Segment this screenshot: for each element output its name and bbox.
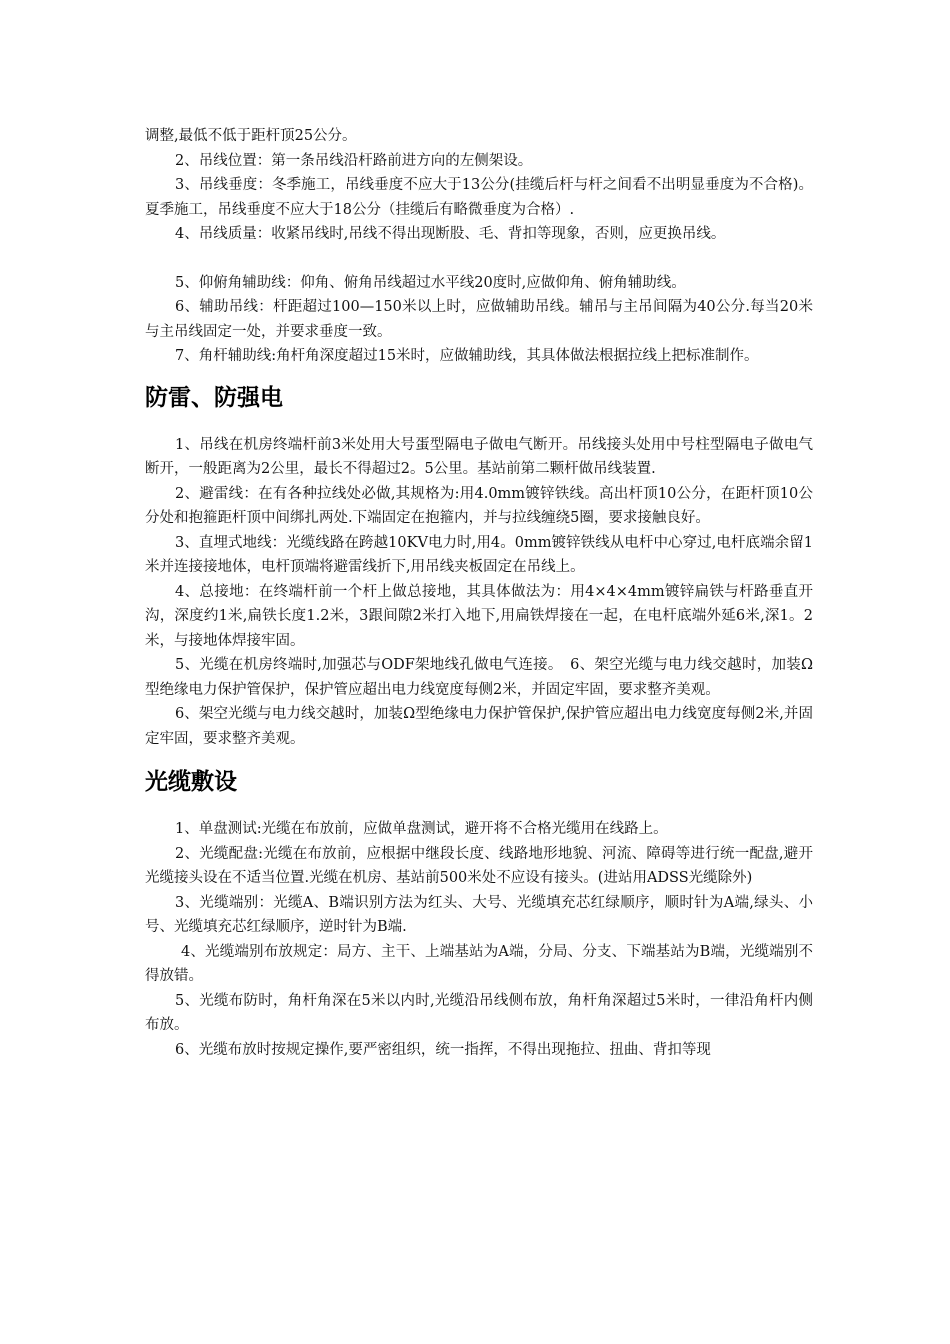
paragraph-elevation-auxiliary-wire: 5、仰俯角辅助线：仰角、俯角吊线超过水平线20度时,应做仰角、俯角辅助线。 — [175, 274, 686, 291]
paragraph-cable-ends: 3、光缆端别：光缆A、B端识别方法为红头、大号、光缆填充芯红绿顺序，顺时针为A端,绿头、小号、光缆填充芯红绿顺序，逆时针为B端. — [145, 894, 813, 935]
paragraph-corner-pole-auxiliary-wire: 7、角杆辅助线:角杆角深度超过15米时，应做辅助线，其具体做法根据拉线上把标准制作。 — [175, 348, 759, 364]
paragraph-main-grounding: 4、总接地：在终端杆前一个杆上做总接地，其具体做法为：用4×4×4mm镀锌扁铁与杆路垂直开沟，深度约1米,扁铁长度1.2米，3跟间隙2米打入地下,用扁铁焊接在一起，在电杆底端外延6米,深1。2米，与接地体焊接牢固。 — [145, 583, 813, 649]
paragraph-electrical-break: 1、吊线在机房终端杆前3米处用大号蛋型隔电子做电气断开。吊线接头处用中号柱型隔电子做电气断开，一般距离为2公里，最长不得超过2。5公里。基站前第二颗杆做吊线装置. — [145, 436, 813, 477]
paragraph-cable-laying-operation: 6、光缆布放时按规定操作,要严密组织，统一指挥，不得出现拖拉、扭曲、背扣等现 — [175, 1041, 711, 1058]
paragraph-cable-corner-laying: 5、光缆布防时，角杆角深在5米以内时,光缆沿吊线侧布放，角杆角深超过5米时，一律沿角杆内侧布放。 — [145, 992, 813, 1033]
paragraph-cable-end-rules: 4、光缆端别布放规定：局方、主干、上端基站为A端，分局、分支、下端基站为B端，光缆端别不得放错。 — [145, 943, 813, 984]
paragraph-buried-ground-wire: 3、直埋式地线：光缆线路在跨越10KV电力时,用4。0mm镀锌铁线从电杆中心穿过,电杆底端余留1米并连接接地体，电杆顶端将避雷线折下,用吊线夹板固定在吊线上。 — [145, 534, 813, 575]
paragraph-odf-connection: 5、光缆在机房终端时,加强芯与ODF架地线孔做电气连接。 6、架空光缆与电力线交越时，加装Ω型绝缘电力保护管保护，保护管应超出电力线宽度每侧2米，并固定牢固，要求整齐美观。 — [145, 657, 813, 698]
paragraph-suspension-wire-position: 2、吊线位置：第一条吊线沿杆路前进方向的左侧架设。 — [175, 152, 533, 169]
paragraph-auxiliary-suspension-wire: 6、辅助吊线：杆距超过100—150米以上时，应做辅助吊线。辅吊与主吊间隔为40公分.每当20米与主吊线固定一处，并要求垂度一致。 — [145, 299, 813, 340]
blank-line — [145, 247, 813, 271]
paragraph-suspension-wire-quality: 4、吊线质量：收紧吊线时,吊线不得出现断股、毛、背扣等现象，否则，应更换吊线。 — [175, 226, 726, 242]
section-title-cable-laying: 光缆敷设 — [145, 769, 237, 795]
document-page — [145, 124, 813, 1062]
section-title-lightning-protection: 防雷、防强电 — [145, 384, 283, 411]
paragraph-cable-allocation: 2、光缆配盘:光缆在布放前，应根据中继段长度、线路地形地貌、河流、障碍等进行统一配盘,避开光缆接头设在不适当位置.光缆在机房、基站前500米处不应设有接头。(进站用ADSS光缆除外) — [145, 845, 813, 886]
paragraph-reel-test: 1、单盘测试:光缆在布放前，应做单盘测试，避开将不合格光缆用在线路上。 — [175, 821, 668, 837]
paragraph-lightning-wire: 2、避雷线：在有各种拉线处必做,其规格为:用4.0mm镀锌铁线。高出杆顶10公分，在距杆顶10公分处和抱箍距杆顶中间绑扎两处.下端固定在抱箍内，并与拉线缠绕5圈，要求接触良好。 — [145, 485, 813, 526]
paragraph-power-line-crossing: 6、架空光缆与电力线交越时，加装Ω型绝缘电力保护管保护,保护管应超出电力线宽度每侧2米,并固定牢固，要求整齐美观。 — [145, 706, 813, 747]
paragraph-suspension-wire-sag: 3、吊线垂度：冬季施工，吊线垂度不应大于13公分(挂缆后杆与杆之间看不出明显垂度为不合格)。夏季施工，吊线垂度不应大于18公分（挂缆后有略微垂度为合格）. — [145, 177, 813, 218]
paragraph-continuation: 调整,最低不低于距杆顶25公分。 — [145, 128, 357, 144]
